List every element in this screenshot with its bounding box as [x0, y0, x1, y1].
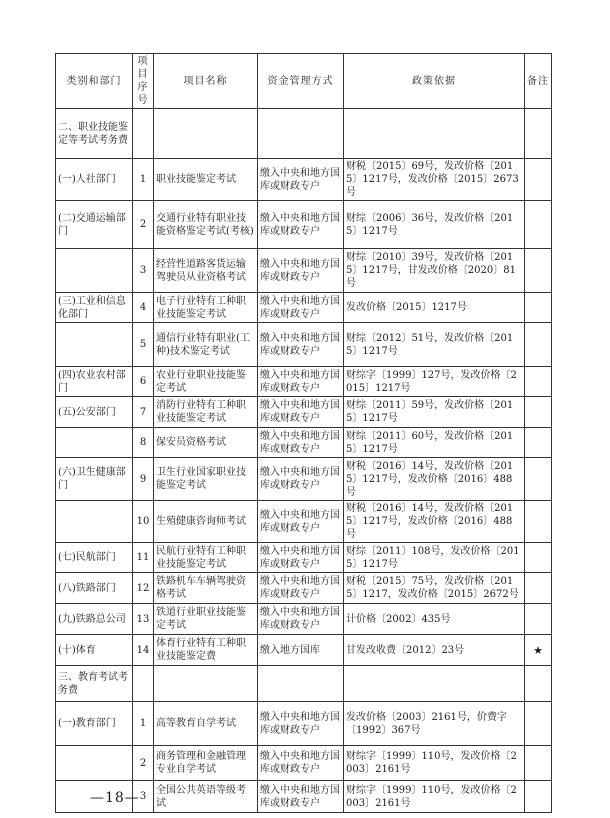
- seq-cell: 1: [133, 702, 154, 746]
- note-cell: [525, 249, 552, 293]
- note-cell: [525, 543, 552, 573]
- table-row: [56, 323, 552, 367]
- note-cell: [525, 458, 552, 501]
- management-cell: 缴入中央和地方国库或财政专户: [258, 543, 344, 573]
- note-cell: [525, 428, 552, 458]
- management-cell: 缴入中央和地方国库或财政专户: [258, 159, 344, 201]
- item-name-cell: 经营性道路客货运输驾驶员从业资格考试: [154, 249, 258, 293]
- policy-cell: 财税〔2016〕14号，发改价格〔2015〕1217号，发改价格〔2016〕488号: [344, 458, 525, 501]
- table-row: [56, 604, 552, 635]
- management-cell: 缴入中央和地方国库或财政专户: [258, 604, 344, 635]
- note-cell: [525, 501, 552, 543]
- category-cell: [56, 249, 133, 293]
- policy-cell: 计价格〔2002〕435号: [344, 604, 525, 635]
- note-cell: ★: [525, 635, 552, 666]
- category-cell: (二)交通运输部门: [56, 201, 133, 249]
- management-cell: 缴入中央和地方国库或财政专户: [258, 501, 344, 543]
- table-row: [56, 428, 552, 458]
- seq-cell: 3: [133, 781, 154, 813]
- management-cell: 缴入中央和地方国库或财政专户: [258, 397, 344, 428]
- item-name-cell: 铁路机车车辆驾驶资格考试: [154, 573, 258, 604]
- note-cell: [525, 781, 552, 813]
- table-row: [56, 249, 552, 293]
- management-cell: [258, 666, 344, 702]
- item-name-cell: 高等教育自学考试: [154, 702, 258, 746]
- category-cell: [56, 746, 133, 781]
- policy-cell: 财综〔2011〕59号，发改价格〔2015〕1217号: [344, 397, 525, 428]
- item-name-cell: 卫生行业国家职业技能鉴定考试: [154, 458, 258, 501]
- management-cell: 缴入中央和地方国库或财政专户: [258, 249, 344, 293]
- policy-cell: 财税〔2016〕14号，发改价格〔2015〕1217号，发改价格〔2016〕488号: [344, 501, 525, 543]
- table-row: [56, 109, 552, 159]
- seq-cell: 1: [133, 159, 154, 201]
- item-name-cell: 通信行业特有职业(工种)技术鉴定考试: [154, 323, 258, 367]
- category-cell: (九)铁路总公司: [56, 604, 133, 635]
- item-name-cell: 体育行业特有工种职业技能鉴定费: [154, 635, 258, 666]
- item-name-cell: 职业技能鉴定考试: [154, 159, 258, 201]
- seq-cell: 13: [133, 604, 154, 635]
- item-name-cell: 铁道行业职业技能鉴定考试: [154, 604, 258, 635]
- table-row: [56, 293, 552, 323]
- seq-cell: 14: [133, 635, 154, 666]
- management-cell: 缴入中央和地方国库或财政专户: [258, 201, 344, 249]
- policy-cell: 财综〔2011〕60号，发改价格〔2015〕1217号: [344, 428, 525, 458]
- table-row: [56, 573, 552, 604]
- note-cell: [525, 397, 552, 428]
- management-cell: 缴入中央和地方国库或财政专户: [258, 428, 344, 458]
- management-cell: 缴入中央和地方国库或财政专户: [258, 293, 344, 323]
- table-row: [56, 201, 552, 249]
- note-cell: [525, 666, 552, 702]
- item-name-cell: [154, 109, 258, 159]
- category-cell: (七)民航部门: [56, 543, 133, 573]
- seq-cell: [133, 109, 154, 159]
- table-header-row: [56, 54, 552, 109]
- table-row: [56, 702, 552, 746]
- policy-cell: 甘发改收费〔2012〕23号: [344, 635, 525, 666]
- policy-cell: 财综〔2011〕108号，发改价格〔2015〕1217号: [344, 543, 525, 573]
- policy-cell: 财税〔2015〕75号，发改价格〔2015〕1217，发改价格〔2015〕2672号: [344, 573, 525, 604]
- category-cell: (三)工业和信息化部门: [56, 293, 133, 323]
- table-row: [56, 746, 552, 781]
- management-cell: 缴入中央和地方国库或财政专户: [258, 702, 344, 746]
- category-cell: [56, 323, 133, 367]
- note-cell: [525, 109, 552, 159]
- category-cell: 三、教育考试考务费: [56, 666, 133, 702]
- management-cell: 缴入中央和地方国库或财政专户: [258, 323, 344, 367]
- policy-cell: 财综〔2012〕51号，发改价格〔2015〕1217号: [344, 323, 525, 367]
- policy-cell: [344, 666, 525, 702]
- seq-cell: 7: [133, 397, 154, 428]
- management-cell: [258, 109, 344, 159]
- seq-cell: 4: [133, 293, 154, 323]
- note-cell: [525, 573, 552, 604]
- seq-cell: 6: [133, 367, 154, 397]
- item-name-cell: 电子行业特有工种职业技能鉴定考试: [154, 293, 258, 323]
- item-name-cell: 消防行业特有工种职业技能鉴定考试: [154, 397, 258, 428]
- column-header-management: 资金管理方式: [258, 54, 344, 109]
- seq-cell: 11: [133, 543, 154, 573]
- management-cell: 缴入中央和地方国库或财政专户: [258, 781, 344, 813]
- page-number: —18—: [90, 790, 140, 806]
- item-name-cell: 全国公共英语等级考试: [154, 781, 258, 813]
- note-cell: [525, 746, 552, 781]
- item-name-cell: 保安员资格考试: [154, 428, 258, 458]
- category-cell: (十)体育: [56, 635, 133, 666]
- management-cell: 缴入中央和地方国库或财政专户: [258, 367, 344, 397]
- seq-cell: 12: [133, 573, 154, 604]
- policy-cell: 财综字〔1999〕110号，发改价格〔2003〕2161号: [344, 746, 525, 781]
- management-cell: 缴入中央和地方国库或财政专户: [258, 746, 344, 781]
- table-row: [56, 666, 552, 702]
- fee-table: [55, 53, 552, 813]
- policy-cell: [344, 109, 525, 159]
- category-cell: (八)铁路部门: [56, 573, 133, 604]
- item-name-cell: 商务管理和金融管理专业自学考试: [154, 746, 258, 781]
- seq-cell: 10: [133, 501, 154, 543]
- table-row: [56, 501, 552, 543]
- table-row: [56, 543, 552, 573]
- seq-cell: 2: [133, 746, 154, 781]
- column-header-policy: 政策依据: [344, 54, 525, 109]
- policy-cell: 财综字〔1999〕127号，发改价格〔2015〕1217号: [344, 367, 525, 397]
- management-cell: 缴入中央和地方国库或财政专户: [258, 458, 344, 501]
- policy-cell: 财综〔2010〕39号，发改价格〔2015〕1217号，甘发改价格〔2020〕81号: [344, 249, 525, 293]
- table-row: [56, 367, 552, 397]
- category-cell: (四)农业农村部门: [56, 367, 133, 397]
- item-name-cell: 农业行业职业技能鉴定考试: [154, 367, 258, 397]
- management-cell: 缴入中央和地方国库或财政专户: [258, 573, 344, 604]
- category-cell: [56, 501, 133, 543]
- item-name-cell: 交通行业特有职业技能资格鉴定考试(考核): [154, 201, 258, 249]
- note-cell: [525, 702, 552, 746]
- seq-cell: 8: [133, 428, 154, 458]
- policy-cell: 发改价格〔2003〕2161号，价费字〔1992〕367号: [344, 702, 525, 746]
- item-name-cell: 民航行业特有工种职业技能鉴定考试: [154, 543, 258, 573]
- note-cell: [525, 293, 552, 323]
- policy-cell: 财综〔2006〕36号，发改价格〔2015〕1217号: [344, 201, 525, 249]
- category-cell: 二、职业技能鉴定等考试考务费: [56, 109, 133, 159]
- table-row: [56, 397, 552, 428]
- seq-cell: 5: [133, 323, 154, 367]
- category-cell: (六)卫生健康部门: [56, 458, 133, 501]
- note-cell: [525, 201, 552, 249]
- column-header-seq: 项目序号: [133, 54, 154, 109]
- item-name-cell: 生殖健康咨询师考试: [154, 501, 258, 543]
- category-cell: [56, 428, 133, 458]
- policy-cell: 财税〔2015〕69号，发改价格〔2015〕1217号，发改价格〔2015〕2673号: [344, 159, 525, 201]
- category-cell: (一)人社部门: [56, 159, 133, 201]
- table-row: [56, 458, 552, 501]
- policy-cell: 财综字〔1999〕110号，发改价格〔2003〕2161号: [344, 781, 525, 813]
- table-body: [56, 109, 552, 813]
- management-cell: 缴入地方国库: [258, 635, 344, 666]
- seq-cell: 3: [133, 249, 154, 293]
- column-header-category: 类别和部门: [56, 54, 133, 109]
- category-cell: (一)教育部门: [56, 702, 133, 746]
- note-cell: [525, 159, 552, 201]
- table-row: [56, 159, 552, 201]
- note-cell: [525, 323, 552, 367]
- item-name-cell: [154, 666, 258, 702]
- seq-cell: [133, 666, 154, 702]
- column-header-note: 备注: [525, 54, 552, 109]
- seq-cell: 2: [133, 201, 154, 249]
- seq-cell: 9: [133, 458, 154, 501]
- policy-cell: 发改价格〔2015〕1217号: [344, 293, 525, 323]
- note-cell: [525, 367, 552, 397]
- category-cell: (五)公安部门: [56, 397, 133, 428]
- column-header-name: 项目名称: [154, 54, 258, 109]
- note-cell: [525, 604, 552, 635]
- table-row: [56, 635, 552, 666]
